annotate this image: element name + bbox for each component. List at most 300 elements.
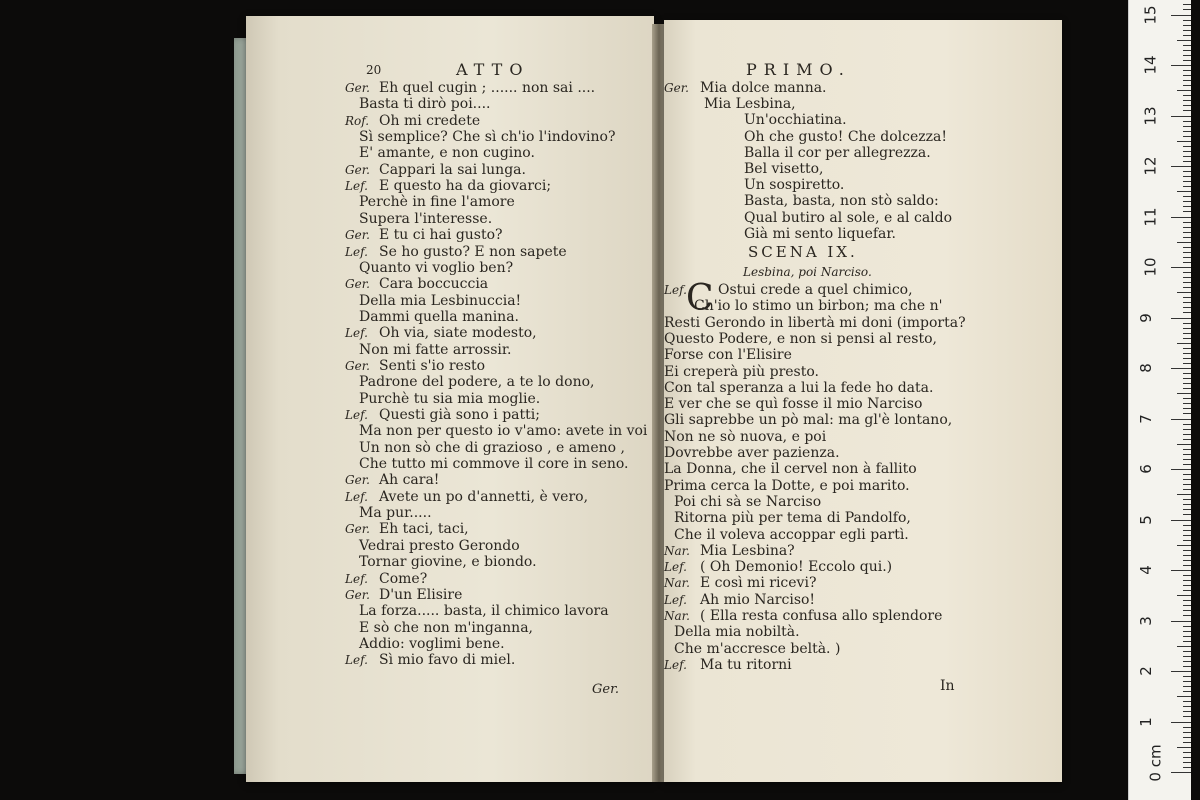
ruler-tick [1183,151,1191,152]
ruler-unit-label: 0 cm [1146,744,1165,782]
ruler-tick [1177,545,1191,546]
ruler-tick [1183,555,1191,556]
speaker-label: Nar. [664,543,690,558]
ruler-tick [1183,348,1191,349]
text-line [664,510,911,526]
ruler-tick [1183,186,1191,187]
ruler-tick [1171,671,1191,672]
ruler-tick [1183,434,1191,435]
ruler-tick [1183,247,1191,248]
ruler-tick [1183,737,1191,738]
verse-text: Ah cara! [379,472,440,489]
text-line [664,559,892,575]
ruler-tick [1183,540,1191,541]
verse-text: Un'occhiatina. [744,112,847,129]
ruler-number: 13 [1141,105,1160,126]
text-line [345,211,492,227]
running-head-right: PRIMO. [746,60,851,79]
right-page-verse [664,80,994,250]
verse-text: Ritorna più per tema di Pandolfo, [674,510,911,527]
drop-cap: C [686,278,714,319]
text-line [345,538,520,554]
ruler-tick [1171,772,1191,773]
ruler-tick [1183,509,1191,510]
verse-text: Gli saprebbe un pò mal: ma gl'è lontano, [664,412,953,429]
text-line [664,478,910,494]
text-line [345,96,490,112]
text-line [664,177,844,193]
speaker-label: Lef. [345,571,368,586]
ruler-tick [1183,600,1191,601]
text-line [345,113,480,129]
text-line [664,364,819,380]
ruler-tick [1183,429,1191,430]
ruler-tick [1183,565,1191,566]
ruler-tick [1171,116,1191,117]
ruler-tick [1183,525,1191,526]
ruler-tick [1183,358,1191,359]
verse-text: Avete un po d'annetti, è vero, [379,488,589,505]
text-line [345,636,505,652]
ruler-tick [1183,499,1191,500]
speaker-label: Ger. [345,228,370,243]
ruler-tick [1177,747,1191,748]
ruler-tick [1171,368,1191,369]
ruler-tick [1183,131,1191,132]
text-line [345,129,615,145]
ruler-tick [1177,494,1191,495]
ruler-tick [1171,722,1191,723]
ruler-tick [1183,454,1191,455]
text-line [664,494,821,510]
ruler-tick [1177,696,1191,697]
verse-text: Cara boccuccia [379,276,489,293]
ruler-tick [1183,363,1191,364]
verse-text: Sì mio favo di miel. [379,652,516,669]
text-line [345,325,537,341]
text-line [664,380,933,396]
text-line [345,603,609,619]
verse-text: Purchè tu sia mia moglie. [359,390,541,407]
speaker-label: Nar. [664,609,690,623]
ruler-tick [1177,646,1191,647]
verse-text: E sò che non m'inganna, [359,619,533,636]
ruler-tick [1183,45,1191,46]
text-line [664,145,931,161]
text-line [345,145,535,161]
ruler-tick [1183,641,1191,642]
text-line [664,80,827,96]
text-line [664,193,939,209]
text-line [664,657,792,673]
ruler-tick [1183,171,1191,172]
ruler-tick [1183,75,1191,76]
ruler-tick [1171,570,1191,571]
verse-text: Della mia Lesbinuccia! [359,292,522,309]
scene-title: SCENA IX. [748,243,858,261]
text-line [664,226,896,242]
ruler-tick [1183,686,1191,687]
ruler-number: 14 [1141,55,1160,75]
text-line [345,194,515,210]
text-line [345,309,519,325]
verse-text: Basta, basta, non stò saldo: [744,193,939,210]
text-line [664,608,942,624]
ruler-tick [1183,424,1191,425]
verse-text: Quanto vi voglio ben? [359,259,514,276]
ruler-tick [1183,262,1191,263]
right-page-scene-text [664,278,994,682]
ruler-tick [1183,50,1191,51]
ruler-tick [1183,489,1191,490]
ruler-tick [1183,161,1191,162]
text-line [664,112,847,128]
ruler-number: 10 [1141,257,1160,277]
text-line [664,129,947,145]
speaker-label: Lef. [664,560,687,575]
speaker-label: Lef. [345,179,368,194]
ruler-tick [1183,9,1191,10]
ruler-tick [1183,691,1191,692]
text-line [345,178,551,194]
ruler-tick [1171,15,1191,16]
ruler-tick [1183,95,1191,96]
ruler-tick [1183,257,1191,258]
ruler-tick [1183,4,1191,5]
speaker-label: Lef. [345,653,368,668]
ruler-number: 2 [1136,666,1155,676]
ruler-tick [1183,353,1191,354]
verse-text: La forza..... basta, il chimico lavora [359,603,609,620]
ruler-tick [1183,297,1191,298]
speaker-label: Ger. [345,473,370,488]
verse-text: Supera l'interesse. [359,210,493,227]
verse-text: Oh mi credete [379,112,481,129]
text-line [664,412,952,428]
speaker-label: Nar. [664,576,690,591]
verse-text: Ch'io lo stimo un birbon; ma che n' [694,298,943,315]
ruler-number: 6 [1136,464,1155,474]
ruler-tick [1171,267,1191,268]
ruler-tick [1177,444,1191,445]
ruler-tick [1183,206,1191,207]
verse-text: Balla il cor per allegrezza. [744,144,931,161]
verse-text: Che tutto mi commove il core in seno. [359,456,629,473]
text-line [345,276,488,292]
text-line [664,592,815,608]
text-line [664,527,909,543]
ruler-tick [1183,110,1191,111]
measuring-ruler [1128,0,1191,800]
ruler-tick [1177,90,1191,91]
ruler-tick [1183,373,1191,374]
text-line [345,80,595,96]
catchword-left: Ger. [592,682,619,697]
ruler-tick [1177,191,1191,192]
verse-text: Padrone del podere, a te lo dono, [359,374,595,391]
verse-text: E' amante, e non cugino. [359,145,535,162]
text-line [345,374,594,390]
speaker-label: Ger. [345,162,370,177]
ruler-tick [1183,227,1191,228]
speaker-label: Lef. [664,283,687,297]
ruler-tick [1183,459,1191,460]
speaker-label: Lef. [664,657,687,672]
text-line [664,161,824,177]
text-line [664,575,816,591]
ruler-tick [1183,626,1191,627]
text-line [345,293,521,309]
verse-text: Ma non per questo io v'amo: avete in voi [359,423,648,440]
ruler-tick [1183,615,1191,616]
ruler-tick [1183,398,1191,399]
text-line [345,489,588,505]
ruler-tick [1183,287,1191,288]
ruler-tick [1183,651,1191,652]
ruler-tick [1183,676,1191,677]
ruler-tick [1183,767,1191,768]
ruler-tick [1183,752,1191,753]
speaker-label: Lef. [664,592,687,607]
text-line [345,472,439,488]
ruler-tick [1183,474,1191,475]
ruler-tick [1171,469,1191,470]
ruler-tick [1177,141,1191,142]
ruler-tick [1171,621,1191,622]
ruler-tick [1183,762,1191,763]
ruler-tick [1183,136,1191,137]
ruler-tick [1183,727,1191,728]
verse-text: Cappari la sai lunga. [379,161,526,178]
ruler-tick [1183,126,1191,127]
speaker-label: Lef. [345,489,368,504]
ruler-tick [1171,65,1191,66]
text-line [345,244,567,260]
ruler-tick [1171,318,1191,319]
ruler-tick [1171,419,1191,420]
ruler-tick [1183,530,1191,531]
verse-text: Poi chi sà se Narciso [674,493,822,510]
verse-text: Basta ti dirò poi.... [359,96,491,113]
text-line [345,652,515,668]
verse-text: Ma tu ritorni [700,656,792,673]
verse-text: Con tal speranza a lui la fede ho data. [664,379,934,396]
verse-text: Dammi quella manina. [359,308,519,325]
speaker-label: Ger. [345,522,370,537]
ruler-tick [1171,166,1191,167]
ruler-tick [1183,479,1191,480]
text-line [345,440,625,456]
ruler-tick [1183,408,1191,409]
ruler-tick [1183,282,1191,283]
ruler-tick [1183,681,1191,682]
text-line [664,96,796,112]
text-line [664,396,922,412]
verse-text: Mia dolce manna. [700,80,827,96]
verse-text: Della mia nobiltà. [674,624,800,641]
verse-text: Dovrebbe aver pazienza. [664,445,840,461]
ruler-tick [1183,403,1191,404]
ruler-tick [1183,605,1191,606]
ruler-tick [1183,716,1191,717]
verse-text: Un sospiretto. [744,177,845,194]
verse-text: Ma pur..... [359,505,432,522]
speaker-label: Ger. [664,81,689,95]
text-line [345,227,503,243]
ruler-number: 11 [1141,206,1160,227]
text-line [345,587,462,603]
ruler-tick [1183,701,1191,702]
verse-text: Se ho gusto? E non sapete [379,243,567,260]
verse-text: Mia Lesbina? [700,542,795,559]
verse-text: Non ne sò nuova, e poi [664,428,827,445]
ruler-tick [1183,277,1191,278]
ruler-tick [1177,40,1191,41]
ruler-tick [1183,302,1191,303]
text-line [664,347,792,363]
verse-text: Eh quel cugin ; ...... non sai .... [379,80,596,96]
speaker-label: Ger. [345,587,370,602]
ruler-tick [1183,307,1191,308]
ruler-number: 12 [1141,156,1160,176]
ruler-tick [1183,666,1191,667]
text-line [664,298,942,314]
ruler-tick [1183,232,1191,233]
text-line [664,624,800,640]
verse-text: Un non sò che di grazioso , e ameno , [359,439,625,456]
page-number: 20 [366,63,382,77]
verse-text: E ver che se quì fosse il mio Narciso [664,396,923,413]
verse-text: Sì semplice? Che sì ch'io l'indovino? [359,129,616,146]
text-line [664,331,937,347]
ruler-tick [1183,201,1191,202]
text-line [345,391,540,407]
ruler-tick [1177,292,1191,293]
speaker-label: Lef. [345,326,368,341]
ruler-tick [1183,656,1191,657]
verse-text: Prima cerca la Dotte, e poi marito. [664,477,910,494]
verse-text: Ah mio Narciso! [700,591,816,608]
running-head-left: ATTO [456,60,530,79]
ruler-number: 3 [1136,615,1155,626]
ruler-tick [1171,520,1191,521]
ruler-tick [1183,60,1191,61]
speaker-label: Ger. [345,81,370,95]
ruler-tick [1183,636,1191,637]
speaker-label: Lef. [345,408,368,422]
verse-text: Bel visetto, [744,161,824,177]
ruler-tick [1183,333,1191,334]
left-page-text [345,80,648,680]
speaker-label: Rof. [345,113,370,128]
verse-text: Resti Gerondo in libertà mi doni (importa? [664,314,966,331]
verse-text: Che m'accresce beltà. ) [674,640,841,657]
ruler-tick [1183,484,1191,485]
ruler-number: 8 [1136,363,1155,373]
verse-text: Già mi sento liquefar. [744,225,897,242]
speaker-label: Ger. [345,358,370,373]
ruler-tick [1183,661,1191,662]
text-line [345,620,533,636]
verse-text: Questo Podere, e non si pensi al resto, [664,330,937,347]
ruler-tick [1183,222,1191,223]
ruler-tick [1183,504,1191,505]
verse-text: Non mi fatte arrossir. [359,341,512,358]
text-line [345,554,537,570]
ruler-tick [1183,312,1191,313]
ruler-tick [1183,550,1191,551]
verse-text: Senti s'io resto [379,357,486,374]
text-line [345,162,526,178]
ruler-tick [1183,252,1191,253]
ruler-tick [1183,413,1191,414]
text-line [345,521,469,537]
ruler-tick [1177,393,1191,394]
ruler-tick [1183,732,1191,733]
ruler-tick [1183,20,1191,21]
catchword-right: In [940,678,955,694]
text-line [345,571,427,587]
verse-text: Addio: voglimi bene. [359,635,505,652]
ruler-tick [1183,35,1191,36]
verse-text: Oh che gusto! Che dolcezza! [744,128,948,145]
ruler-tick [1183,706,1191,707]
text-line [664,282,913,298]
verse-text: Mia Lesbina, [704,96,796,113]
ruler-tick [1183,30,1191,31]
ruler-tick [1183,176,1191,177]
ruler-tick [1183,575,1191,576]
text-line [664,461,917,477]
ruler-tick [1183,328,1191,329]
ruler-tick [1183,590,1191,591]
ruler-tick [1183,580,1191,581]
verse-text: Tornar giovine, e biondo. [359,554,537,571]
speaker-label: Lef. [345,244,368,259]
text-line [664,315,966,331]
verse-text: ( Ella resta confusa allo splendore [700,608,943,624]
ruler-tick [1183,100,1191,101]
ruler-tick [1183,272,1191,273]
ruler-number: 15 [1141,4,1160,25]
ruler-tick [1183,383,1191,384]
ruler-tick [1183,338,1191,339]
ruler-tick [1177,343,1191,344]
scene-persons: Lesbina, poi Narciso. [743,265,872,279]
ruler-tick [1183,146,1191,147]
verse-text: E tu ci hai gusto? [379,227,503,244]
verse-text: ( Oh Demonio! Eccolo qui.) [700,559,893,576]
ruler-tick [1183,439,1191,440]
ruler-tick [1183,464,1191,465]
ruler-tick [1183,55,1191,56]
ruler-tick [1177,242,1191,243]
text-line [345,260,513,276]
text-line [664,543,795,559]
text-line [345,456,629,472]
ruler-tick [1183,25,1191,26]
ruler-tick [1183,610,1191,611]
ruler-number: 1 [1136,716,1155,727]
ruler-number: 4 [1136,565,1155,575]
verse-text: Ei creperà più presto. [664,363,819,380]
ruler-tick [1183,323,1191,324]
ruler-tick [1183,742,1191,743]
verse-text: D'un Elisire [379,586,463,603]
ruler-tick [1183,631,1191,632]
ruler-tick [1183,105,1191,106]
text-line [345,342,511,358]
